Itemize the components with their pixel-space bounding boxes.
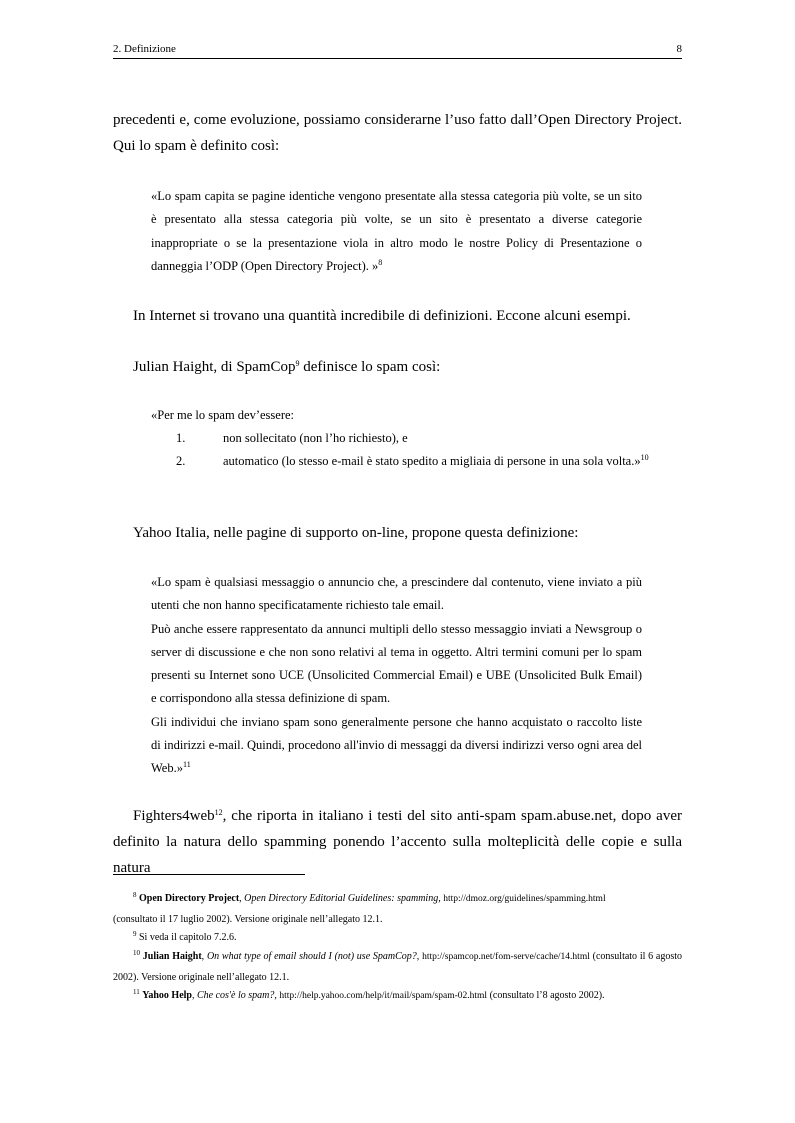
footnote-link[interactable]: http://dmoz.org/guidelines/spamming.html [443,894,606,904]
footnote-number: 10 [133,949,140,957]
footnote-ref: 12 [214,808,223,817]
footnote-ref: 10 [640,453,649,462]
footnote-rest: (consultato il 17 luglio 2002). Versione originale nell’allegato 12.1. [113,913,383,925]
page-number: 8 [676,43,682,55]
paragraph-haight [113,354,682,380]
footnote-8 [113,889,682,929]
quote-yahoo [151,571,642,781]
footnote-author: Julian Haight [142,951,202,962]
footnote-number: 8 [133,891,137,899]
footnote-line [113,928,682,948]
list-text: automatico (lo stesso e-mail è stato spedito a migliaia di persone in una sola volta.» [223,454,641,468]
footnote-line: $^{11}$ Yahoo Help, Che cos'è lo spam?, http://help.yahoo.com/help/it/mail/spam/spam-02.html (consultato l’8 agosto 2002). [133,988,605,1001]
paragraph-text: Julian Haight, di SpamCop [133,359,296,375]
paragraph-text: precedenti e, come evoluzione, possiamo considerarne l’uso fatto dall’Open Directory Project. Qui lo spam è definito così: [113,112,682,154]
footnote-ref: 8 [378,257,383,267]
footnote-number: 9 [133,930,137,938]
footnote-title: Che cos'è lo spam? [196,990,275,1001]
quote-haight [151,404,649,494]
footnote-rest: (consultato l’8 agosto 2002). [489,990,605,1001]
list-number: 2. [176,454,186,468]
paragraph-text: Fighters4web [133,808,215,824]
paragraph-definitions [113,303,682,329]
list-text-wrap [223,450,663,473]
quote-intro: «Per me lo spam dev’essere: [151,408,295,422]
footnote-10 [113,947,682,987]
paragraph-fighters4web [113,803,682,881]
footnote-number: 11 [133,988,140,996]
footnote-line: $^8$ Open Directory Project, Open Directory Editorial Guidelines: spamming, http://dmoz.org/guidelines/spamming.html [133,891,606,904]
paragraph-yahoo [113,520,682,546]
quote-text: «Lo spam capita se pagine identiche vengono presentate alla stessa categoria più volte, se un sito è presentato alla stessa categoria più volte, se un sito è presentato a diverse categorie inappropriate o se la presentazione viola in altro modo le nostre Policy di Presentazione o danneggia l’ODP (Open Directory Project). » [151,189,642,273]
quote-odp [151,185,642,278]
page-header [113,42,682,59]
footnote-link[interactable]: http://help.yahoo.com/help/it/mail/spam/spam-02.html [279,991,488,1001]
footnote-title: On what type of email should I (not) use SpamCop? [206,951,417,962]
paragraph-text-end: definisce lo spam così: [299,359,441,375]
footnote-author: Open Directory Project [139,893,240,904]
paragraph-text: Yahoo Italia, nelle pagine di supporto on-line, propone questa definizione: [133,525,579,541]
paragraph-text: In Internet si trovano una quantità incredibile di definizioni. Eccone alcuni esempi. [133,308,631,324]
footnote-title: Open Directory Editorial Guidelines: spamming, [244,893,441,904]
footnote-11 [113,986,682,1007]
quote-paragraph: Può anche essere rappresentato da annunci multipli dello stesso messaggio inviati a Newsgroup o server di discussione e che non sono relativi al tema in oggetto. Altri termini comuni per lo spam presenti su Internet sono UCE (Unsolicited Commercial Email) e UBE (Unsolicited Bulk Email) e corrispondono alla stessa definizione di spam. [151,621,642,706]
list-number: 1. [176,431,186,445]
footnote-link[interactable]: http://spamcop.net/fom-serve/cache/14.html [422,952,590,962]
quote-paragraph-last [151,711,642,781]
list-text: non sollecitato (non l’ho richiesto), e [223,431,408,445]
quote-text: Gli individui che inviano spam sono generalmente persone che hanno acquistato o raccolto liste di indirizzi e-mail. Quindi, procedono all'invio di messaggi da diversi indirizzi verso ogni area del Web.» [151,714,642,776]
chapter-title: 2. Definizione [113,43,176,55]
footnote-ref: 11 [182,760,191,770]
footnote-rest: (consultato il 6 agosto 2002). Versione originale nell’allegato 12.1. [113,951,683,983]
footnote-divider [113,874,305,875]
footnote-line: $^{10}$ Julian Haight, On what type of email should I (not) use SpamCop?, http://spamcop.net/fom-serve/cache/14.html (consultato il 6 agosto 2002). Versione originale nell’allegato 12.1. [113,949,683,983]
footnote-author: Yahoo Help [142,990,192,1001]
paragraph-odp-intro [113,107,682,159]
paragraph-text-rest: , che riporta in italiano i testi del sito anti-spam spam.abuse.net, dopo aver definito la natura dello spamming ponendo l’accento sulla molteplicità delle copie e sulla natura [113,808,682,876]
footnote-text: Si veda il capitolo 7.2.6. [139,932,237,943]
footnote-9 [113,928,682,948]
footnote-ref: 9 [295,359,300,368]
quote-paragraph: «Lo spam è qualsiasi messaggio o annuncio che, a prescindere dal contenuto, viene inviato a più utenti che non hanno specificatamente richiesto tale email. [151,575,642,613]
